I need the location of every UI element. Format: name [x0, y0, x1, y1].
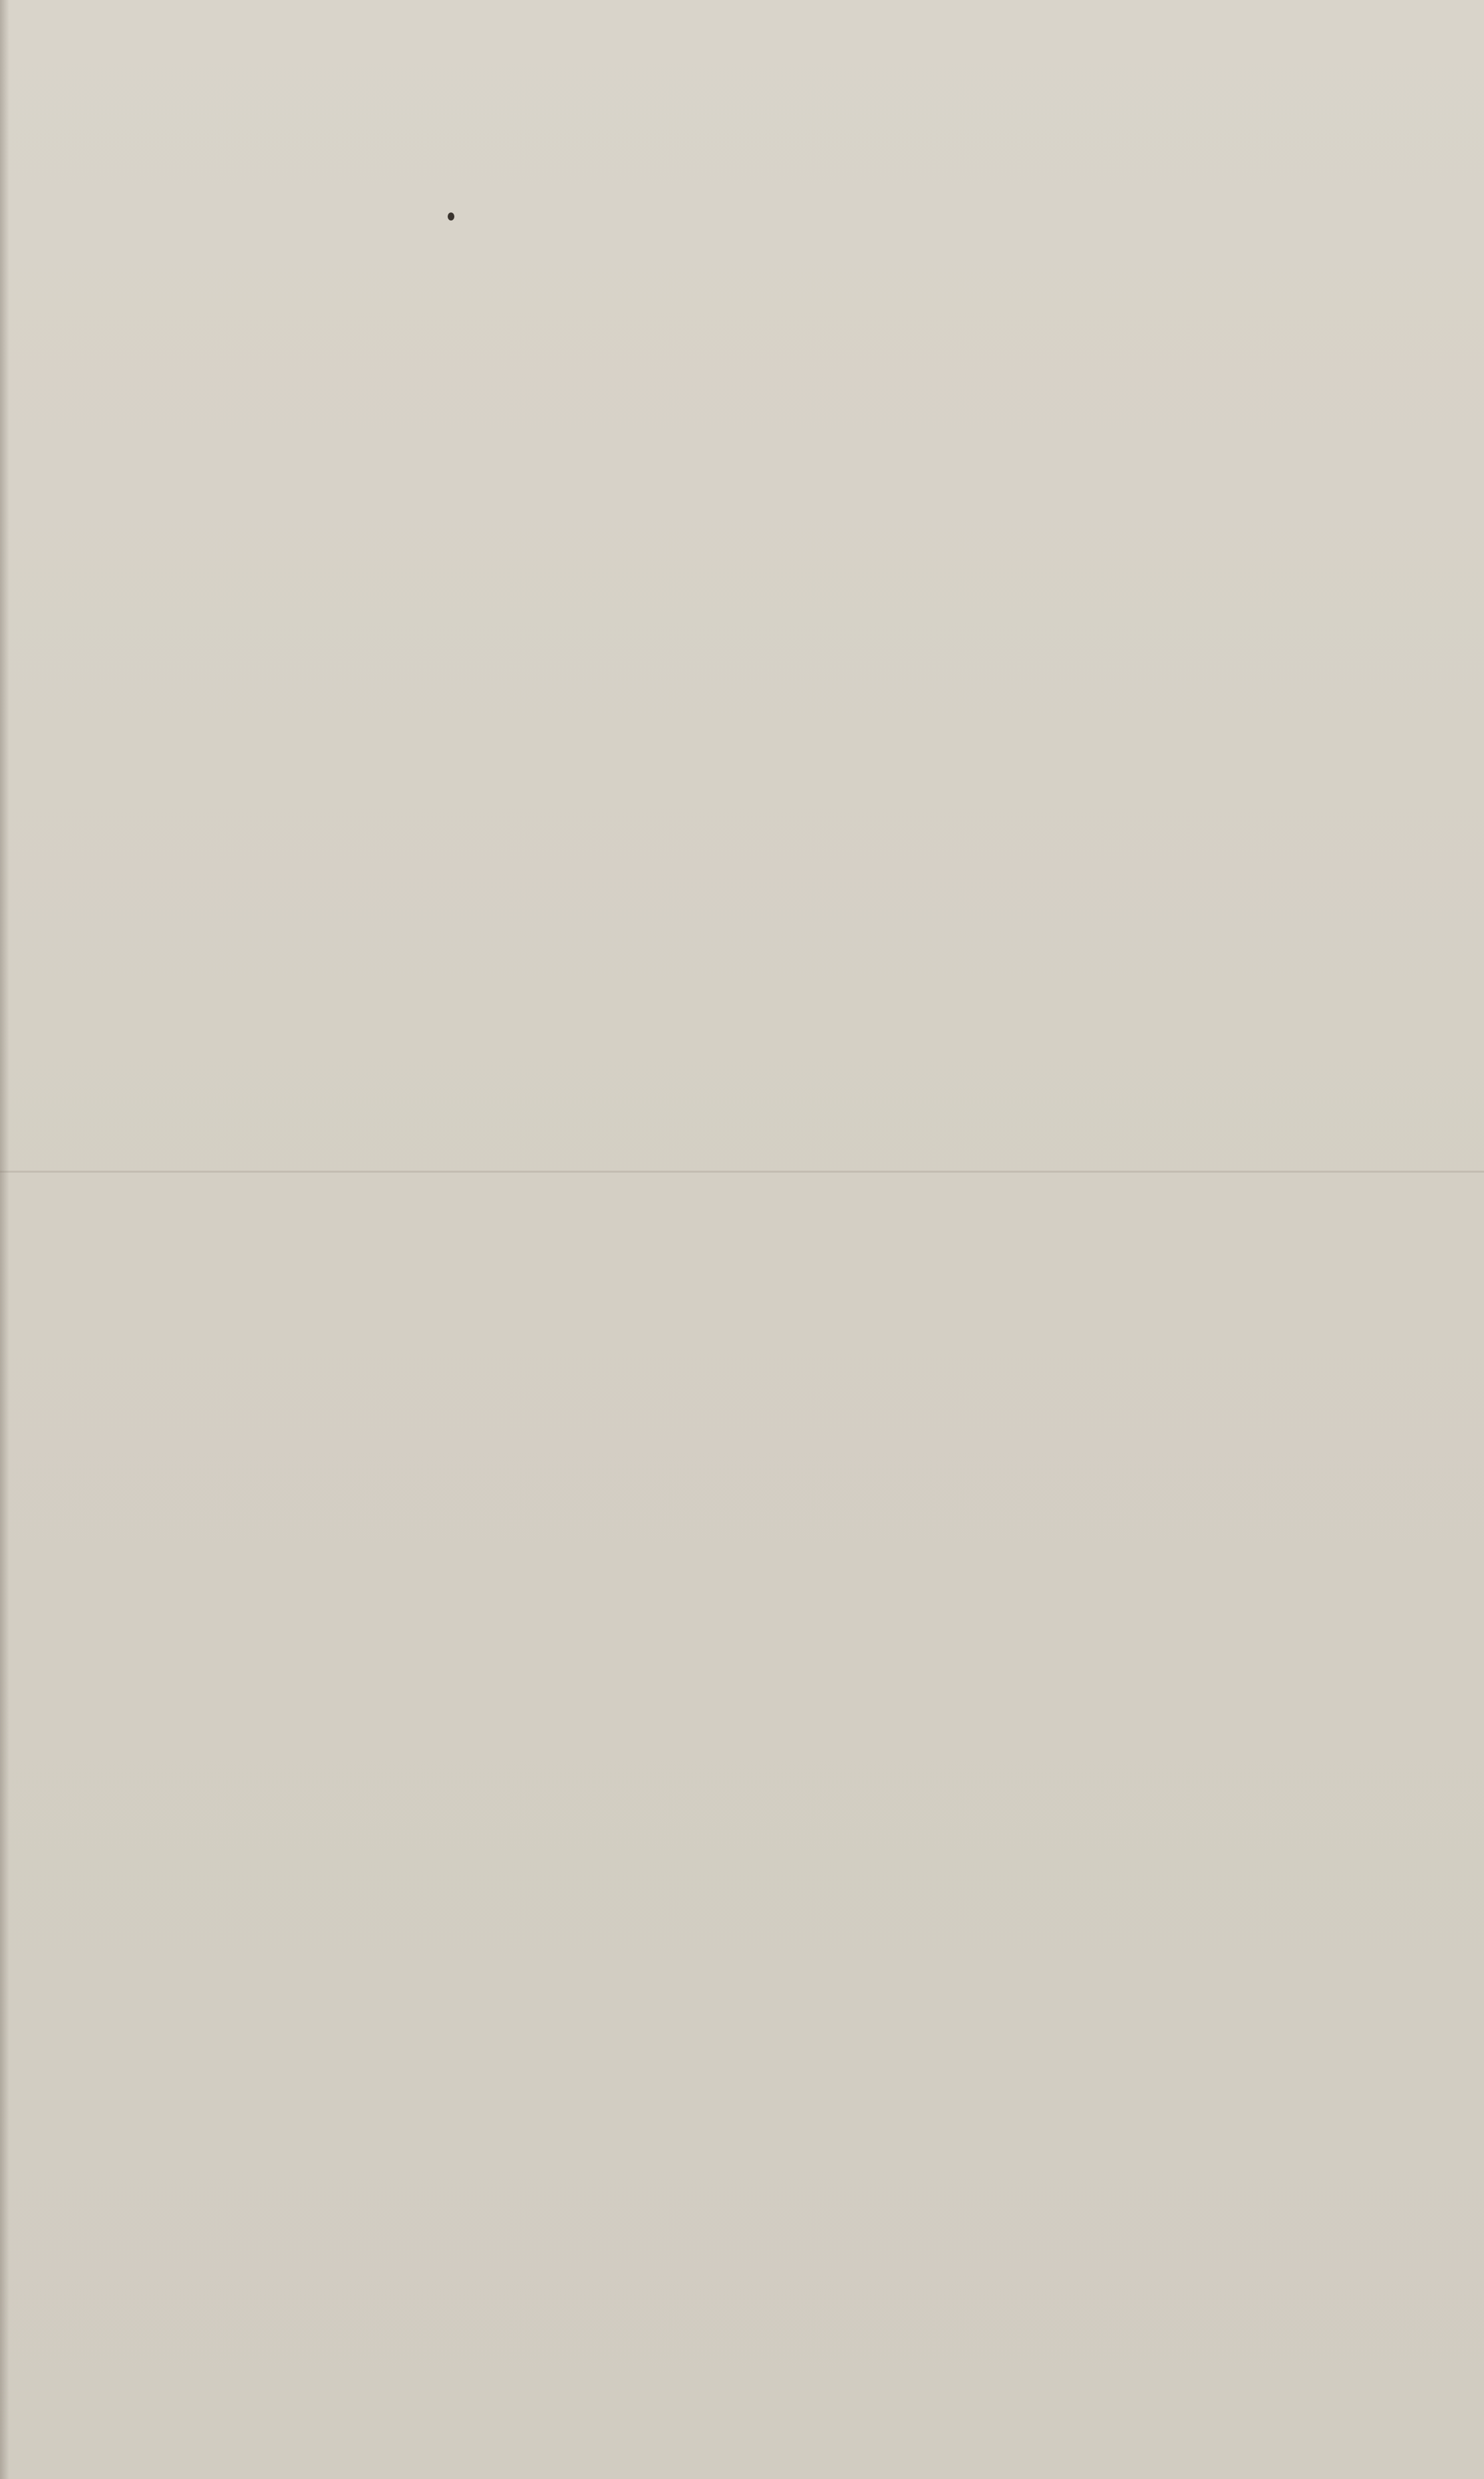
page-edge-shadow: [0, 0, 9, 2479]
ink-blot: [448, 212, 454, 221]
page-fold-line: [0, 1171, 1484, 1173]
